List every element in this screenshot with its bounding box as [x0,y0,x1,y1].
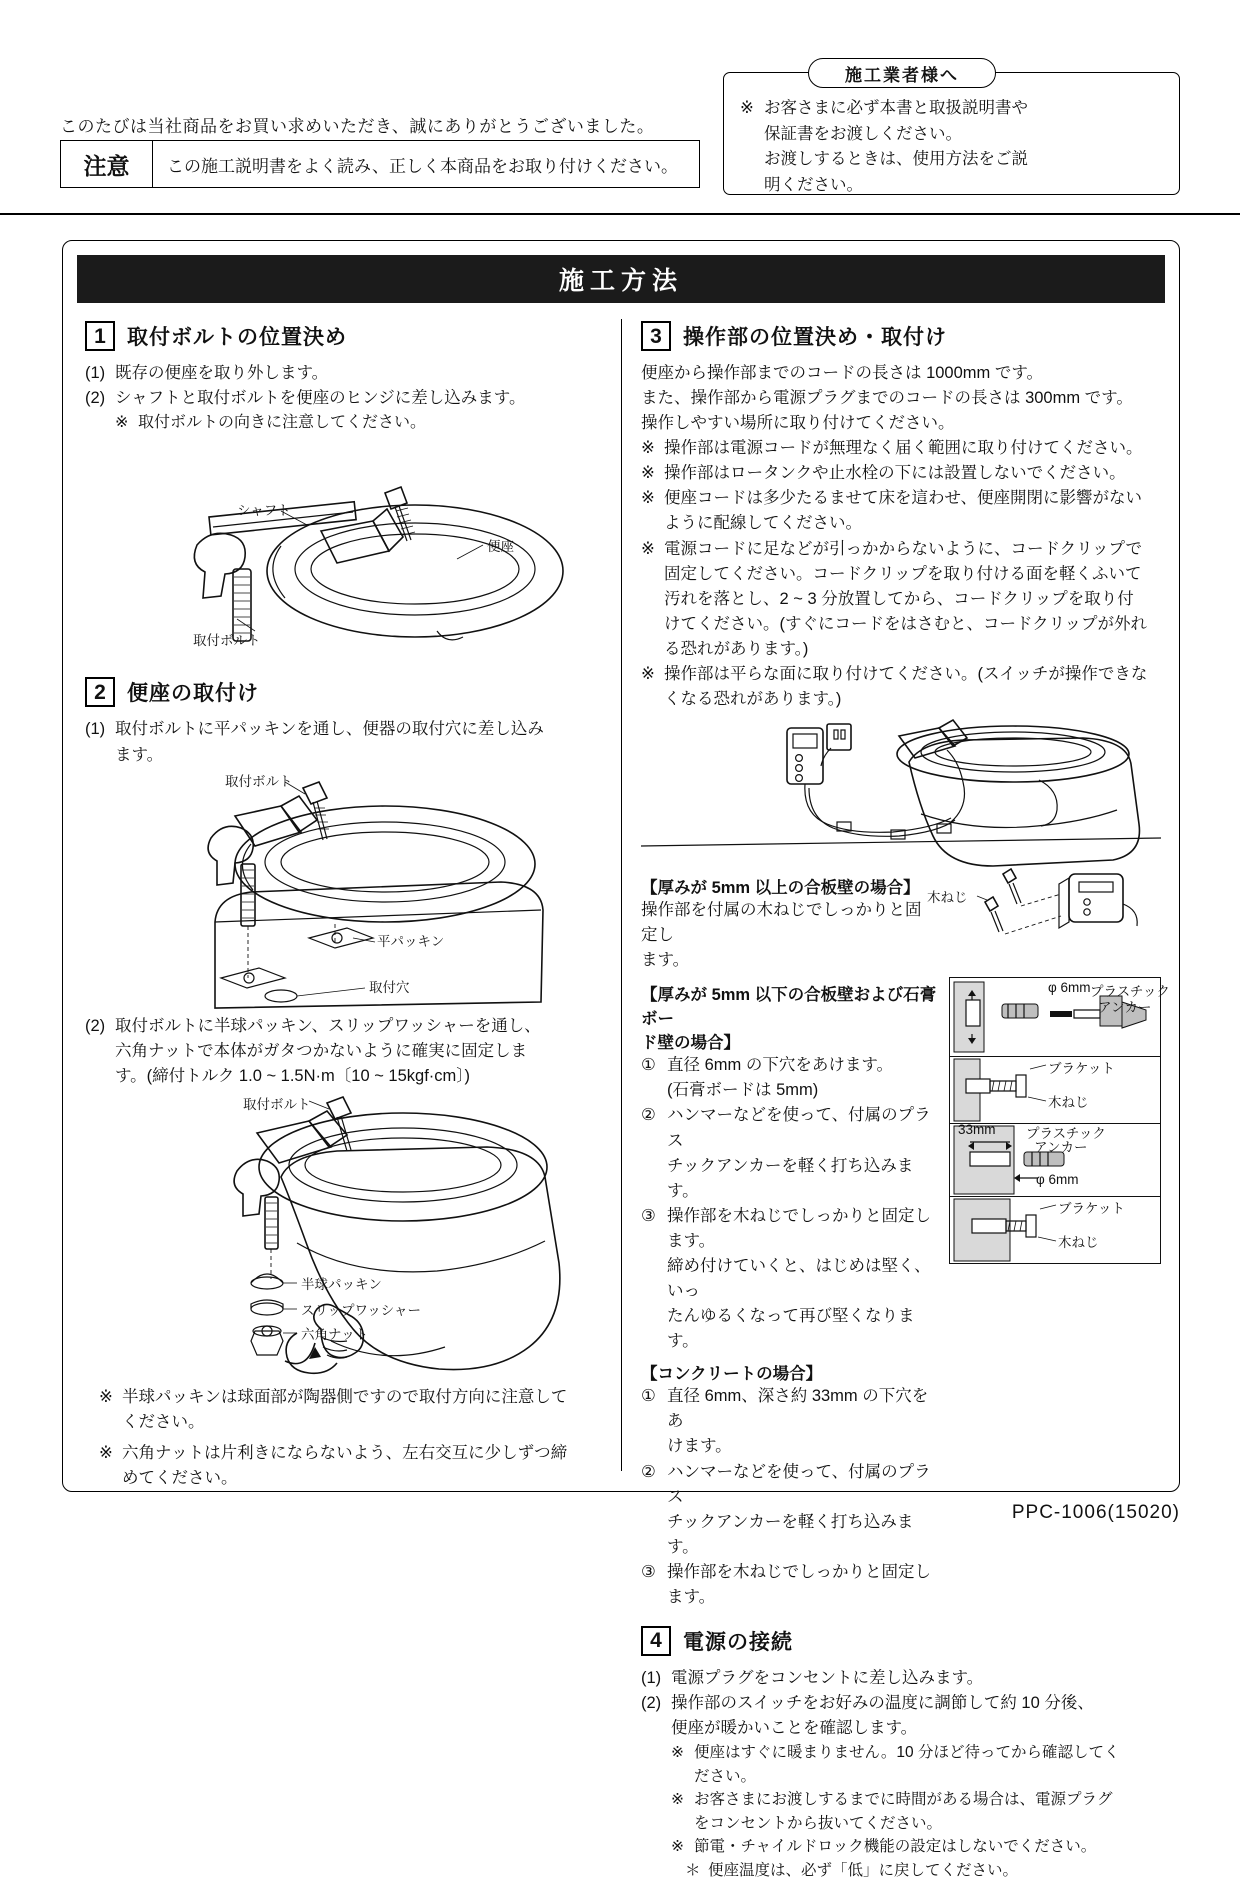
list-item [85,1014,605,1089]
list-item [641,1103,941,1203]
step-3-heading [641,321,1161,351]
step-4-title: 電源の接続 [683,1630,793,1654]
item-marker: (1) [85,364,106,382]
item-marker: ① [641,1056,656,1075]
step-4-notes [671,1741,1161,1882]
head-line: 【厚みが 5mm 以下の合板壁および石膏ボー [641,986,937,1029]
item-text [671,1691,1161,1741]
step-1-heading [85,321,605,351]
plywood-thick-body [641,898,931,973]
plywood-thin-head [641,981,941,1053]
item-marker: ② [641,1462,656,1481]
note-item [115,411,605,435]
step-1-number: 1 [85,321,115,351]
anchor-label-plastic: プラスチック [1090,984,1170,1000]
item-line: チックアンカーを軽く打ち込みます。 [667,1156,914,1200]
anchor-label-depth: 33mm [958,1122,996,1138]
figure-label-mount-hole: 取付穴 [369,979,410,995]
step-2-heading [85,677,605,707]
body-line: ます。 [641,951,690,970]
figure-step1 [85,441,605,671]
note-item [641,537,1161,662]
note-line: ように配線してください。 [664,514,862,533]
note-mark: ※ [641,664,655,683]
item-text: 電源プラグをコンセントに差し込みます。 [671,1668,984,1687]
concrete-head: 【コンクリートの場合】 [641,1365,823,1384]
anchor-label-woodscrew: 木ねじ [1058,1235,1099,1251]
item-text [667,1053,941,1103]
figure-step2a-drawing [85,772,605,1012]
note-item [685,1859,1161,1882]
anchor-label-bracket: ブラケット [1058,1201,1125,1217]
note-line: 半球パッキンは球面部が陶器側ですので取付方向に注意して [122,1387,568,1406]
item-marker: (2) [85,389,106,408]
note-line: ださい。 [694,1767,757,1785]
item-line: 直径 6mm、深さ約 33mm の下穴をあ [667,1387,929,1431]
list-item [85,717,605,767]
item-line: す。(締付トルク 1.0 ~ 1.5N·m〔10 ~ 15kgf·cm〕) [115,1066,471,1085]
note-text: 節電・チャイルドロック機能の設定はしないでください。 [694,1838,1097,1856]
step-2-notes [99,1385,605,1491]
note-text [122,1441,605,1491]
item-line: けます。 [667,1437,732,1456]
figure-label-hemisphere-packing: 半球パッキン [301,1276,382,1292]
note-mark: ※ [641,464,655,483]
note-mark: ※ [99,1444,113,1463]
step-3-title: 操作部の位置決め・取付け [683,326,947,349]
list-item [641,1666,1161,1691]
item-line: (石膏ボードは 5mm) [667,1081,819,1100]
note-item [671,1741,1161,1788]
list-item [641,1384,941,1459]
list-item [641,1560,941,1610]
figure-step3-drawing [641,718,1161,868]
note-item [641,461,1161,486]
step-4-items [641,1666,1161,1741]
note-mark: ※ [671,1791,684,1809]
right-column [641,321,1170,1882]
table-row [950,1124,1161,1197]
anchor-label-bracket: ブラケット [1048,1061,1115,1077]
figure-label-woodscrew: 木ねじ [927,890,968,906]
item-marker: ③ [641,1562,656,1581]
note-line: る恐れがあります。) [664,639,809,658]
item-line: 操作部を木ねじでしっかりと固定します。 [667,1206,931,1250]
item-text [667,1103,941,1203]
note-line: をコンセントから抜いてください。 [694,1814,943,1832]
item-text: シャフトと取付ボルトを便座のヒンジに差し込みます。 [115,389,526,408]
note-item [671,1788,1161,1835]
note-item [641,486,1161,536]
step-2-number: 2 [85,677,115,707]
figure-label-seat: 便座 [487,539,514,555]
note-line: くなる恐れがあります。) [664,690,842,709]
anchor-label-woodscrew: 木ねじ [1048,1095,1089,1111]
item-line: ハンマーなどを使って、付属のプラス [667,1462,931,1506]
concrete-items [641,1384,941,1610]
figure-woodscrew-drawing [941,864,1161,956]
item-line: チックアンカーを軽く打ち込みます。 [667,1512,914,1556]
item-line: たんゆるくなって再び堅くなります。 [667,1307,915,1351]
installer-title: 施工業者様へ [808,58,996,88]
head-line: ド壁の場合】 [641,1034,740,1053]
plywood-thick-section [641,874,1161,973]
item-line: 操作部のスイッチをお好みの温度に調節して約 10 分後、 [671,1694,1094,1713]
greeting-text: このたびは当社商品をお買い求めいただき、誠にありがとうございました。 [60,117,655,136]
header [0,0,1240,235]
step-3-notes [641,436,1161,712]
step-4-heading [641,1626,1161,1656]
installer-lines [764,96,1170,198]
note-item [641,662,1161,712]
item-marker: ① [641,1387,656,1406]
item-marker: ② [641,1106,656,1125]
caution-label: 注意 [61,141,153,187]
anchor-fig-cell-4 [950,1197,1161,1264]
figure-label-bolt: 取付ボルト [243,1096,311,1112]
figure-woodscrew [927,864,1161,956]
list-item [85,386,605,411]
note-line: ください。 [122,1412,205,1431]
intro-line: また、操作部から電源プラグまでのコードの長さは 300mm です。 [641,389,1133,408]
list-item [641,1053,941,1103]
item-text [115,717,605,767]
note-line: けてください。(すぐにコードをはさむと、コードクリップが外れ [664,614,1148,633]
note-line: 汚れを落とし、2 ~ 3 分放置してから、コードクリップを取り付 [664,589,1134,608]
note-item [671,1835,1161,1859]
anchor-label-anchor: アンカー [1034,1140,1088,1156]
figure-step1-drawing [85,441,605,671]
item-text [667,1204,941,1354]
note-line: 便座はすぐに暖まりません。10 分ほど待ってから確認してく [694,1744,1120,1762]
item-marker: (2) [641,1694,662,1713]
item-line: 取付ボルトに平パッキンを通し、便器の取付穴に差し込み [115,720,544,739]
table-row [950,1057,1161,1124]
anchor-label-plastic: プラスチック [1026,1126,1106,1142]
anchor-fig-cell-3 [950,1124,1161,1197]
installer-line: 明ください。 [764,175,863,194]
note-mark: ※ [115,414,129,432]
anchor-fig-cell-2 [950,1057,1161,1124]
step-2-item1 [85,717,605,767]
step-3-number: 3 [641,321,671,351]
footer-document-code: PPC-1006(15020) [1011,1502,1180,1523]
item-line: 取付ボルトに半球パッキン、スリップワッシャーを通し、 [115,1016,541,1035]
item-text: 既存の便座を取り外します。 [115,364,329,382]
list-item [641,1691,1161,1741]
anchor-figure-stack [949,977,1170,1264]
note-item [99,1385,605,1435]
item-text [667,1460,941,1560]
note-mark: ※ [671,1838,684,1856]
note-line: めてください。 [122,1469,238,1488]
note-text: 便座温度は、必ず「低」に戻してください。 [708,1861,1019,1879]
body-line: 操作部を付属の木ねじでしっかりと固定し [641,901,922,945]
note-mark: ※ [641,489,655,508]
installer-line: お客さまに必ず本書と取扱説明書や [764,99,1028,117]
note-text [664,486,1161,536]
note-text [664,537,1161,662]
step-1-title: 取付ボルトの位置決め [127,326,347,349]
item-marker: (1) [641,1668,662,1687]
note-mark: ＊ [685,1861,701,1879]
anchor-label-diameter: φ 6mm [1048,980,1091,996]
item-text [667,1384,941,1459]
anchor-fig-4 [950,1197,1160,1263]
item-line: ます。 [115,745,164,764]
caution-text: この施工説明書をよく読み、正しく本商品をお取り付けください。 [167,156,679,176]
note-mark: ※ [671,1744,684,1762]
list-item [641,1204,941,1354]
step-2-title: 便座の取付け [127,682,259,706]
note-text: 取付ボルトの向きに注意してください。 [138,414,427,432]
figure-label-flat-packing: 平パッキン [377,933,445,949]
anchor-fig-cell-1 [950,978,1170,1057]
installer-line: 保証書をお渡しください。 [764,124,962,143]
item-line: 便座が暖かいことを確認します。 [671,1719,918,1738]
figure-step2a [85,772,605,1012]
figure-label-bolt: 取付ボルト [225,773,293,789]
intro-line: 操作しやすい場所に取り付けてください。 [641,414,955,433]
intro-line: 便座から操作部までのコードの長さは 1000mm です。 [641,364,1044,382]
table-row [950,978,1161,1057]
note-text: 操作部はロータンクや止水栓の下には設置しないでください。 [664,464,1126,483]
figure-label-shaft: シャフト [237,503,291,519]
step-1-body [85,361,605,435]
note-mark: ※ [99,1387,113,1406]
header-divider [0,213,1240,215]
table-row [950,1197,1161,1264]
caution-box [60,140,700,188]
list-item [641,1460,941,1560]
installer-body [740,96,1170,198]
note-line: 固定してください。コードクリップを取り付ける面を軽くふいて [664,564,1142,583]
note-text [694,1741,1161,1788]
note-line: お客さまにお渡しするまでに時間がある場合は、電源プラグ [694,1791,1113,1809]
plywood-thick-head: 【厚みが 5mm 以上の合板壁の場合】 [641,879,920,898]
item-text: 操作部を木ねじでしっかりと固定します。 [667,1562,931,1606]
step-2-item2 [85,1014,605,1089]
figure-label-bolt: 取付ボルト [193,633,261,649]
note-text [694,1788,1161,1835]
note-text: 操作部は電源コードが無理なく届く範囲に取り付けてください。 [664,439,1143,458]
note-line: 電源コードに足などが引っかからないように、コードクリップで [664,539,1143,558]
plywood-thin-items [641,1053,941,1354]
main-title: 施工方法 [77,255,1165,303]
note-mark: ※ [641,539,655,558]
item-line: ハンマーなどを使って、付属のプラス [667,1106,931,1150]
note-text [122,1385,605,1435]
note-mark: ※ [641,439,655,458]
item-marker: (1) [85,720,106,739]
figure-step2b [85,1093,605,1383]
item-line: 締め付けていくと、はじめは堅く、いっ [667,1256,931,1301]
note-item [641,436,1161,461]
anchor-label-diameter: φ 6mm [1036,1172,1079,1188]
item-marker: ③ [641,1206,656,1225]
item-marker: (2) [85,1016,106,1035]
step-3-intro [641,361,1161,436]
item-line: 六角ナットで本体がガタつかないように確実に固定しま [115,1041,528,1060]
list-item [85,361,605,386]
note-line: 六角ナットは片利きにならないよう、左右交互に少しずつ締 [122,1444,568,1463]
step-4-number: 4 [641,1626,671,1656]
item-text [115,1014,605,1089]
note-line: 操作部は平らな面に取り付けてください。(スイッチが操作できな [664,664,1148,683]
figure-step3-overview [641,718,1161,868]
note-item [99,1441,605,1491]
item-line: 直径 6mm の下穴をあけます。 [667,1056,894,1075]
figure-label-slip-washer: スリップワッシャー [301,1302,422,1318]
anchor-label-anchor: アンカー [1098,1000,1152,1016]
column-divider [621,319,622,1471]
left-column [85,321,605,1491]
anchor-figure-table [949,977,1170,1264]
note-line: 便座コードは多少たるませて床を這わせ、便座開閉に影響がない [664,489,1143,508]
note-mark: ※ [740,99,754,117]
figure-label-hex-nut: 六角ナット [301,1326,369,1342]
installer-line: お渡しするときは、使用方法をご説 [764,150,1028,169]
note-text [664,662,1161,712]
